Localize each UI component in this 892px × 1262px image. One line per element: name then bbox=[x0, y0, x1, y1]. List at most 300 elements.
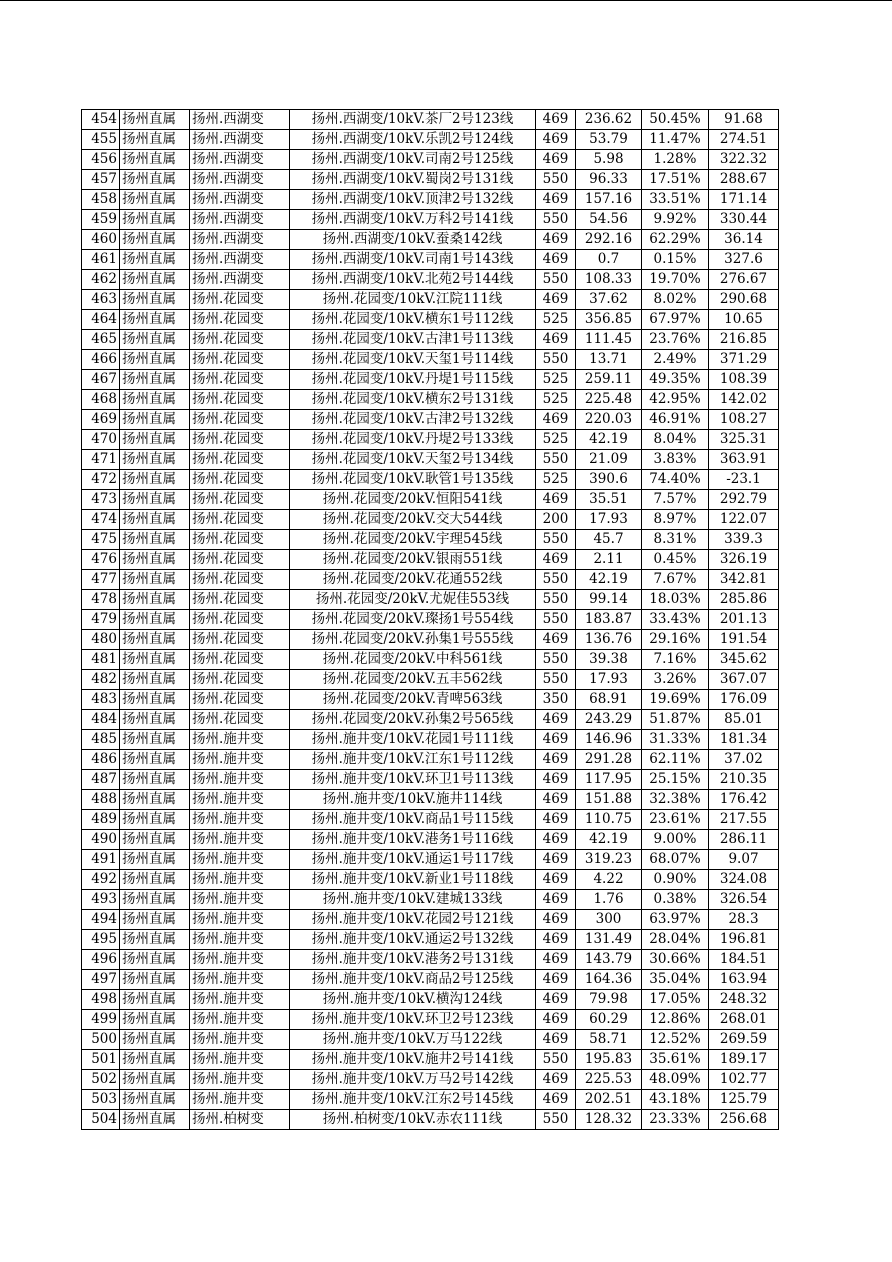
load-cell: 60.29 bbox=[576, 1010, 642, 1030]
load-rate-cell: 19.69% bbox=[642, 690, 709, 710]
capacity-cell: 469 bbox=[536, 1070, 576, 1090]
table-row bbox=[82, 290, 779, 310]
load-rate-cell: 23.33% bbox=[642, 1110, 709, 1130]
substation-cell: 扬州.施井变 bbox=[190, 930, 290, 950]
row-index-cell: 463 bbox=[82, 290, 120, 310]
load-rate-cell: 29.16% bbox=[642, 630, 709, 650]
load-cell: 110.75 bbox=[576, 810, 642, 830]
company-cell: 扬州直属 bbox=[120, 1070, 190, 1090]
page-top-rule bbox=[0, 0, 892, 1]
row-index-cell: 490 bbox=[82, 830, 120, 850]
substation-cell: 扬州.施井变 bbox=[190, 1070, 290, 1090]
remaining-capacity-cell: 248.32 bbox=[709, 990, 779, 1010]
company-cell: 扬州直属 bbox=[120, 670, 190, 690]
table-row bbox=[82, 890, 779, 910]
load-rate-cell: 33.43% bbox=[642, 610, 709, 630]
substation-cell: 扬州.花园变 bbox=[190, 290, 290, 310]
table-row bbox=[82, 850, 779, 870]
load-rate-cell: 63.97% bbox=[642, 910, 709, 930]
company-cell: 扬州直属 bbox=[120, 1010, 190, 1030]
capacity-cell: 469 bbox=[536, 710, 576, 730]
company-cell: 扬州直属 bbox=[120, 690, 190, 710]
feeder-line-cell: 扬州.西湖变/10kV.司南2号125线 bbox=[290, 150, 536, 170]
remaining-capacity-cell: 9.07 bbox=[709, 850, 779, 870]
table-row bbox=[82, 750, 779, 770]
remaining-capacity-cell: 326.19 bbox=[709, 550, 779, 570]
company-cell: 扬州直属 bbox=[120, 410, 190, 430]
feeder-line-cell: 扬州.花园变/20kV.交大544线 bbox=[290, 510, 536, 530]
remaining-capacity-cell: 102.77 bbox=[709, 1070, 779, 1090]
table-row bbox=[82, 870, 779, 890]
capacity-cell: 550 bbox=[536, 650, 576, 670]
company-cell: 扬州直属 bbox=[120, 290, 190, 310]
load-rate-cell: 18.03% bbox=[642, 590, 709, 610]
load-cell: 136.76 bbox=[576, 630, 642, 650]
company-cell: 扬州直属 bbox=[120, 230, 190, 250]
table-row bbox=[82, 170, 779, 190]
load-rate-cell: 7.67% bbox=[642, 570, 709, 590]
substation-cell: 扬州.花园变 bbox=[190, 450, 290, 470]
remaining-capacity-cell: 345.62 bbox=[709, 650, 779, 670]
feeder-line-cell: 扬州.花园变/20kV.孙集2号565线 bbox=[290, 710, 536, 730]
remaining-capacity-cell: 184.51 bbox=[709, 950, 779, 970]
load-cell: 4.22 bbox=[576, 870, 642, 890]
table-row bbox=[82, 550, 779, 570]
table-row bbox=[82, 230, 779, 250]
load-cell: 319.23 bbox=[576, 850, 642, 870]
capacity-cell: 469 bbox=[536, 830, 576, 850]
substation-cell: 扬州.花园变 bbox=[190, 630, 290, 650]
row-index-cell: 455 bbox=[82, 130, 120, 150]
company-cell: 扬州直属 bbox=[120, 830, 190, 850]
company-cell: 扬州直属 bbox=[120, 930, 190, 950]
remaining-capacity-cell: 176.09 bbox=[709, 690, 779, 710]
load-cell: 53.79 bbox=[576, 130, 642, 150]
substation-cell: 扬州.施井变 bbox=[190, 890, 290, 910]
load-rate-cell: 48.09% bbox=[642, 1070, 709, 1090]
remaining-capacity-cell: 125.79 bbox=[709, 1090, 779, 1110]
remaining-capacity-cell: 91.68 bbox=[709, 110, 779, 130]
remaining-capacity-cell: 37.02 bbox=[709, 750, 779, 770]
remaining-capacity-cell: 327.6 bbox=[709, 250, 779, 270]
load-rate-cell: 62.29% bbox=[642, 230, 709, 250]
company-cell: 扬州直属 bbox=[120, 910, 190, 930]
row-index-cell: 474 bbox=[82, 510, 120, 530]
company-cell: 扬州直属 bbox=[120, 790, 190, 810]
row-index-cell: 479 bbox=[82, 610, 120, 630]
substation-cell: 扬州.施井变 bbox=[190, 910, 290, 930]
remaining-capacity-cell: 142.02 bbox=[709, 390, 779, 410]
load-rate-cell: 33.51% bbox=[642, 190, 709, 210]
table-row bbox=[82, 450, 779, 470]
row-index-cell: 480 bbox=[82, 630, 120, 650]
substation-cell: 扬州.花园变 bbox=[190, 590, 290, 610]
load-cell: 157.16 bbox=[576, 190, 642, 210]
row-index-cell: 482 bbox=[82, 670, 120, 690]
remaining-capacity-cell: 367.07 bbox=[709, 670, 779, 690]
company-cell: 扬州直属 bbox=[120, 810, 190, 830]
feeder-line-cell: 扬州.花园变/10kV.江院111线 bbox=[290, 290, 536, 310]
company-cell: 扬州直属 bbox=[120, 250, 190, 270]
capacity-cell: 469 bbox=[536, 290, 576, 310]
table-row bbox=[82, 510, 779, 530]
remaining-capacity-cell: 108.27 bbox=[709, 410, 779, 430]
load-rate-cell: 74.40% bbox=[642, 470, 709, 490]
load-rate-cell: 3.83% bbox=[642, 450, 709, 470]
row-index-cell: 483 bbox=[82, 690, 120, 710]
substation-cell: 扬州.施井变 bbox=[190, 850, 290, 870]
capacity-cell: 469 bbox=[536, 890, 576, 910]
load-rate-cell: 19.70% bbox=[642, 270, 709, 290]
company-cell: 扬州直属 bbox=[120, 430, 190, 450]
table-row bbox=[82, 710, 779, 730]
feeder-line-cell: 扬州.花园变/20kV.宇理545线 bbox=[290, 530, 536, 550]
feeder-line-cell: 扬州.施井变/10kV.商品2号125线 bbox=[290, 970, 536, 990]
feeder-line-cell: 扬州.西湖变/10kV.蚕桑142线 bbox=[290, 230, 536, 250]
substation-cell: 扬州.施井变 bbox=[190, 1050, 290, 1070]
substation-cell: 扬州.西湖变 bbox=[190, 270, 290, 290]
feeder-line-cell: 扬州.花园变/10kV.横东1号112线 bbox=[290, 310, 536, 330]
table-row bbox=[82, 950, 779, 970]
substation-cell: 扬州.花园变 bbox=[190, 310, 290, 330]
substation-cell: 扬州.花园变 bbox=[190, 510, 290, 530]
table-row bbox=[82, 590, 779, 610]
capacity-cell: 550 bbox=[536, 530, 576, 550]
company-cell: 扬州直属 bbox=[120, 570, 190, 590]
load-rate-cell: 3.26% bbox=[642, 670, 709, 690]
table-row bbox=[82, 410, 779, 430]
substation-cell: 扬州.花园变 bbox=[190, 430, 290, 450]
row-index-cell: 478 bbox=[82, 590, 120, 610]
load-cell: 356.85 bbox=[576, 310, 642, 330]
load-cell: 259.11 bbox=[576, 370, 642, 390]
remaining-capacity-cell: 292.79 bbox=[709, 490, 779, 510]
load-cell: 45.7 bbox=[576, 530, 642, 550]
remaining-capacity-cell: 285.86 bbox=[709, 590, 779, 610]
capacity-cell: 469 bbox=[536, 1090, 576, 1110]
load-cell: 58.71 bbox=[576, 1030, 642, 1050]
company-cell: 扬州直属 bbox=[120, 950, 190, 970]
capacity-cell: 550 bbox=[536, 450, 576, 470]
company-cell: 扬州直属 bbox=[120, 190, 190, 210]
row-index-cell: 497 bbox=[82, 970, 120, 990]
load-cell: 5.98 bbox=[576, 150, 642, 170]
table-row bbox=[82, 370, 779, 390]
table-row bbox=[82, 810, 779, 830]
row-index-cell: 491 bbox=[82, 850, 120, 870]
row-index-cell: 470 bbox=[82, 430, 120, 450]
row-index-cell: 461 bbox=[82, 250, 120, 270]
company-cell: 扬州直属 bbox=[120, 490, 190, 510]
substation-cell: 扬州.花园变 bbox=[190, 650, 290, 670]
remaining-capacity-cell: 210.35 bbox=[709, 770, 779, 790]
table-row bbox=[82, 1030, 779, 1050]
table-row bbox=[82, 470, 779, 490]
load-rate-cell: 1.28% bbox=[642, 150, 709, 170]
table-row bbox=[82, 190, 779, 210]
substation-cell: 扬州.施井变 bbox=[190, 770, 290, 790]
table-row bbox=[82, 150, 779, 170]
load-cell: 236.62 bbox=[576, 110, 642, 130]
remaining-capacity-cell: 326.54 bbox=[709, 890, 779, 910]
capacity-cell: 469 bbox=[536, 410, 576, 430]
remaining-capacity-cell: 286.11 bbox=[709, 830, 779, 850]
feeder-line-cell: 扬州.施井变/10kV.万马2号142线 bbox=[290, 1070, 536, 1090]
table-row bbox=[82, 1050, 779, 1070]
company-cell: 扬州直属 bbox=[120, 890, 190, 910]
feeder-line-cell: 扬州.施井变/10kV.施井114线 bbox=[290, 790, 536, 810]
row-index-cell: 475 bbox=[82, 530, 120, 550]
feeder-line-cell: 扬州.西湖变/10kV.乐凯2号124线 bbox=[290, 130, 536, 150]
substation-cell: 扬州.花园变 bbox=[190, 690, 290, 710]
table-row bbox=[82, 830, 779, 850]
table-row bbox=[82, 250, 779, 270]
load-cell: 108.33 bbox=[576, 270, 642, 290]
feeder-line-cell: 扬州.柏树变/10kV.赤农111线 bbox=[290, 1110, 536, 1130]
load-cell: 146.96 bbox=[576, 730, 642, 750]
feeder-line-cell: 扬州.花园变/10kV.耿管1号135线 bbox=[290, 470, 536, 490]
feeder-line-cell: 扬州.施井变/10kV.横沟124线 bbox=[290, 990, 536, 1010]
substation-cell: 扬州.西湖变 bbox=[190, 210, 290, 230]
substation-cell: 扬州.花园变 bbox=[190, 530, 290, 550]
row-index-cell: 473 bbox=[82, 490, 120, 510]
feeder-line-cell: 扬州.花园变/10kV.丹堤1号115线 bbox=[290, 370, 536, 390]
load-cell: 2.11 bbox=[576, 550, 642, 570]
load-cell: 96.33 bbox=[576, 170, 642, 190]
feeder-load-table bbox=[81, 109, 779, 1130]
load-rate-cell: 11.47% bbox=[642, 130, 709, 150]
company-cell: 扬州直属 bbox=[120, 110, 190, 130]
row-index-cell: 504 bbox=[82, 1110, 120, 1130]
company-cell: 扬州直属 bbox=[120, 470, 190, 490]
capacity-cell: 469 bbox=[536, 1030, 576, 1050]
capacity-cell: 550 bbox=[536, 590, 576, 610]
feeder-line-cell: 扬州.施井变/10kV.环卫2号123线 bbox=[290, 1010, 536, 1030]
load-rate-cell: 9.00% bbox=[642, 830, 709, 850]
capacity-cell: 525 bbox=[536, 310, 576, 330]
capacity-cell: 550 bbox=[536, 1050, 576, 1070]
feeder-line-cell: 扬州.花园变/10kV.丹堤2号133线 bbox=[290, 430, 536, 450]
substation-cell: 扬州.花园变 bbox=[190, 410, 290, 430]
company-cell: 扬州直属 bbox=[120, 510, 190, 530]
load-rate-cell: 42.95% bbox=[642, 390, 709, 410]
load-cell: 17.93 bbox=[576, 670, 642, 690]
remaining-capacity-cell: 288.67 bbox=[709, 170, 779, 190]
load-rate-cell: 62.11% bbox=[642, 750, 709, 770]
load-rate-cell: 23.76% bbox=[642, 330, 709, 350]
load-rate-cell: 25.15% bbox=[642, 770, 709, 790]
row-index-cell: 464 bbox=[82, 310, 120, 330]
company-cell: 扬州直属 bbox=[120, 730, 190, 750]
load-cell: 390.6 bbox=[576, 470, 642, 490]
table-row bbox=[82, 130, 779, 150]
load-cell: 79.98 bbox=[576, 990, 642, 1010]
load-cell: 292.16 bbox=[576, 230, 642, 250]
row-index-cell: 468 bbox=[82, 390, 120, 410]
table-row bbox=[82, 270, 779, 290]
load-rate-cell: 0.38% bbox=[642, 890, 709, 910]
capacity-cell: 550 bbox=[536, 270, 576, 290]
company-cell: 扬州直属 bbox=[120, 1090, 190, 1110]
remaining-capacity-cell: 122.07 bbox=[709, 510, 779, 530]
table-row bbox=[82, 210, 779, 230]
feeder-line-cell: 扬州.花园变/20kV.青啤563线 bbox=[290, 690, 536, 710]
load-cell: 225.48 bbox=[576, 390, 642, 410]
load-rate-cell: 51.87% bbox=[642, 710, 709, 730]
load-cell: 42.19 bbox=[576, 830, 642, 850]
load-cell: 151.88 bbox=[576, 790, 642, 810]
capacity-cell: 200 bbox=[536, 510, 576, 530]
row-index-cell: 476 bbox=[82, 550, 120, 570]
remaining-capacity-cell: 28.3 bbox=[709, 910, 779, 930]
substation-cell: 扬州.西湖变 bbox=[190, 130, 290, 150]
substation-cell: 扬州.花园变 bbox=[190, 330, 290, 350]
company-cell: 扬州直属 bbox=[120, 390, 190, 410]
remaining-capacity-cell: 191.54 bbox=[709, 630, 779, 650]
load-cell: 128.32 bbox=[576, 1110, 642, 1130]
load-cell: 202.51 bbox=[576, 1090, 642, 1110]
capacity-cell: 469 bbox=[536, 1010, 576, 1030]
substation-cell: 扬州.花园变 bbox=[190, 470, 290, 490]
table-row bbox=[82, 970, 779, 990]
capacity-cell: 469 bbox=[536, 970, 576, 990]
row-index-cell: 488 bbox=[82, 790, 120, 810]
substation-cell: 扬州.施井变 bbox=[190, 1090, 290, 1110]
load-cell: 68.91 bbox=[576, 690, 642, 710]
remaining-capacity-cell: 324.08 bbox=[709, 870, 779, 890]
remaining-capacity-cell: 216.85 bbox=[709, 330, 779, 350]
load-cell: 291.28 bbox=[576, 750, 642, 770]
company-cell: 扬州直属 bbox=[120, 990, 190, 1010]
feeder-line-cell: 扬州.花园变/20kV.五丰562线 bbox=[290, 670, 536, 690]
capacity-cell: 469 bbox=[536, 550, 576, 570]
load-rate-cell: 43.18% bbox=[642, 1090, 709, 1110]
remaining-capacity-cell: 290.68 bbox=[709, 290, 779, 310]
capacity-cell: 469 bbox=[536, 910, 576, 930]
load-rate-cell: 0.45% bbox=[642, 550, 709, 570]
remaining-capacity-cell: 325.31 bbox=[709, 430, 779, 450]
row-index-cell: 458 bbox=[82, 190, 120, 210]
remaining-capacity-cell: 171.14 bbox=[709, 190, 779, 210]
capacity-cell: 469 bbox=[536, 130, 576, 150]
remaining-capacity-cell: 371.29 bbox=[709, 350, 779, 370]
remaining-capacity-cell: 85.01 bbox=[709, 710, 779, 730]
feeder-line-cell: 扬州.西湖变/10kV.茶厂2号123线 bbox=[290, 110, 536, 130]
load-cell: 39.38 bbox=[576, 650, 642, 670]
substation-cell: 扬州.施井变 bbox=[190, 970, 290, 990]
substation-cell: 扬州.施井变 bbox=[190, 990, 290, 1010]
company-cell: 扬州直属 bbox=[120, 270, 190, 290]
table-body bbox=[82, 110, 779, 1130]
company-cell: 扬州直属 bbox=[120, 590, 190, 610]
remaining-capacity-cell: 217.55 bbox=[709, 810, 779, 830]
feeder-line-cell: 扬州.花园变/20kV.尤妮佳553线 bbox=[290, 590, 536, 610]
company-cell: 扬州直属 bbox=[120, 1050, 190, 1070]
feeder-line-cell: 扬州.花园变/20kV.璨扬1号554线 bbox=[290, 610, 536, 630]
load-cell: 17.93 bbox=[576, 510, 642, 530]
capacity-cell: 550 bbox=[536, 1110, 576, 1130]
feeder-line-cell: 扬州.施井变/10kV.环卫1号113线 bbox=[290, 770, 536, 790]
remaining-capacity-cell: 339.3 bbox=[709, 530, 779, 550]
row-index-cell: 477 bbox=[82, 570, 120, 590]
capacity-cell: 469 bbox=[536, 790, 576, 810]
load-rate-cell: 23.61% bbox=[642, 810, 709, 830]
load-cell: 300 bbox=[576, 910, 642, 930]
load-cell: 35.51 bbox=[576, 490, 642, 510]
load-rate-cell: 9.92% bbox=[642, 210, 709, 230]
row-index-cell: 495 bbox=[82, 930, 120, 950]
remaining-capacity-cell: 10.65 bbox=[709, 310, 779, 330]
load-cell: 0.7 bbox=[576, 250, 642, 270]
row-index-cell: 467 bbox=[82, 370, 120, 390]
feeder-line-cell: 扬州.施井变/10kV.江东1号112线 bbox=[290, 750, 536, 770]
remaining-capacity-cell: 342.81 bbox=[709, 570, 779, 590]
table-row bbox=[82, 910, 779, 930]
row-index-cell: 502 bbox=[82, 1070, 120, 1090]
load-rate-cell: 30.66% bbox=[642, 950, 709, 970]
remaining-capacity-cell: 276.67 bbox=[709, 270, 779, 290]
row-index-cell: 462 bbox=[82, 270, 120, 290]
capacity-cell: 550 bbox=[536, 570, 576, 590]
load-cell: 1.76 bbox=[576, 890, 642, 910]
row-index-cell: 499 bbox=[82, 1010, 120, 1030]
remaining-capacity-cell: 176.42 bbox=[709, 790, 779, 810]
capacity-cell: 469 bbox=[536, 810, 576, 830]
company-cell: 扬州直属 bbox=[120, 130, 190, 150]
remaining-capacity-cell: 256.68 bbox=[709, 1110, 779, 1130]
load-cell: 99.14 bbox=[576, 590, 642, 610]
row-index-cell: 487 bbox=[82, 770, 120, 790]
capacity-cell: 469 bbox=[536, 930, 576, 950]
remaining-capacity-cell: 181.34 bbox=[709, 730, 779, 750]
remaining-capacity-cell: 201.13 bbox=[709, 610, 779, 630]
company-cell: 扬州直属 bbox=[120, 310, 190, 330]
row-index-cell: 481 bbox=[82, 650, 120, 670]
substation-cell: 扬州.花园变 bbox=[190, 350, 290, 370]
table-row bbox=[82, 1070, 779, 1090]
company-cell: 扬州直属 bbox=[120, 850, 190, 870]
load-rate-cell: 0.15% bbox=[642, 250, 709, 270]
substation-cell: 扬州.施井变 bbox=[190, 810, 290, 830]
load-rate-cell: 0.90% bbox=[642, 870, 709, 890]
row-index-cell: 498 bbox=[82, 990, 120, 1010]
row-index-cell: 493 bbox=[82, 890, 120, 910]
table-row bbox=[82, 790, 779, 810]
load-cell: 220.03 bbox=[576, 410, 642, 430]
capacity-cell: 469 bbox=[536, 770, 576, 790]
feeder-line-cell: 扬州.花园变/10kV.横东2号131线 bbox=[290, 390, 536, 410]
feeder-line-cell: 扬州.花园变/20kV.花通552线 bbox=[290, 570, 536, 590]
capacity-cell: 469 bbox=[536, 630, 576, 650]
load-rate-cell: 7.57% bbox=[642, 490, 709, 510]
feeder-line-cell: 扬州.施井变/10kV.花园1号111线 bbox=[290, 730, 536, 750]
capacity-cell: 469 bbox=[536, 110, 576, 130]
feeder-line-cell: 扬州.西湖变/10kV.司南1号143线 bbox=[290, 250, 536, 270]
row-index-cell: 496 bbox=[82, 950, 120, 970]
load-rate-cell: 68.07% bbox=[642, 850, 709, 870]
load-rate-cell: 8.02% bbox=[642, 290, 709, 310]
substation-cell: 扬州.施井变 bbox=[190, 830, 290, 850]
company-cell: 扬州直属 bbox=[120, 1030, 190, 1050]
substation-cell: 扬州.西湖变 bbox=[190, 170, 290, 190]
feeder-line-cell: 扬州.花园变/20kV.中科561线 bbox=[290, 650, 536, 670]
remaining-capacity-cell: -23.1 bbox=[709, 470, 779, 490]
feeder-line-cell: 扬州.施井变/10kV.江东2号145线 bbox=[290, 1090, 536, 1110]
table-row bbox=[82, 770, 779, 790]
feeder-line-cell: 扬州.西湖变/10kV.北苑2号144线 bbox=[290, 270, 536, 290]
remaining-capacity-cell: 163.94 bbox=[709, 970, 779, 990]
capacity-cell: 550 bbox=[536, 610, 576, 630]
